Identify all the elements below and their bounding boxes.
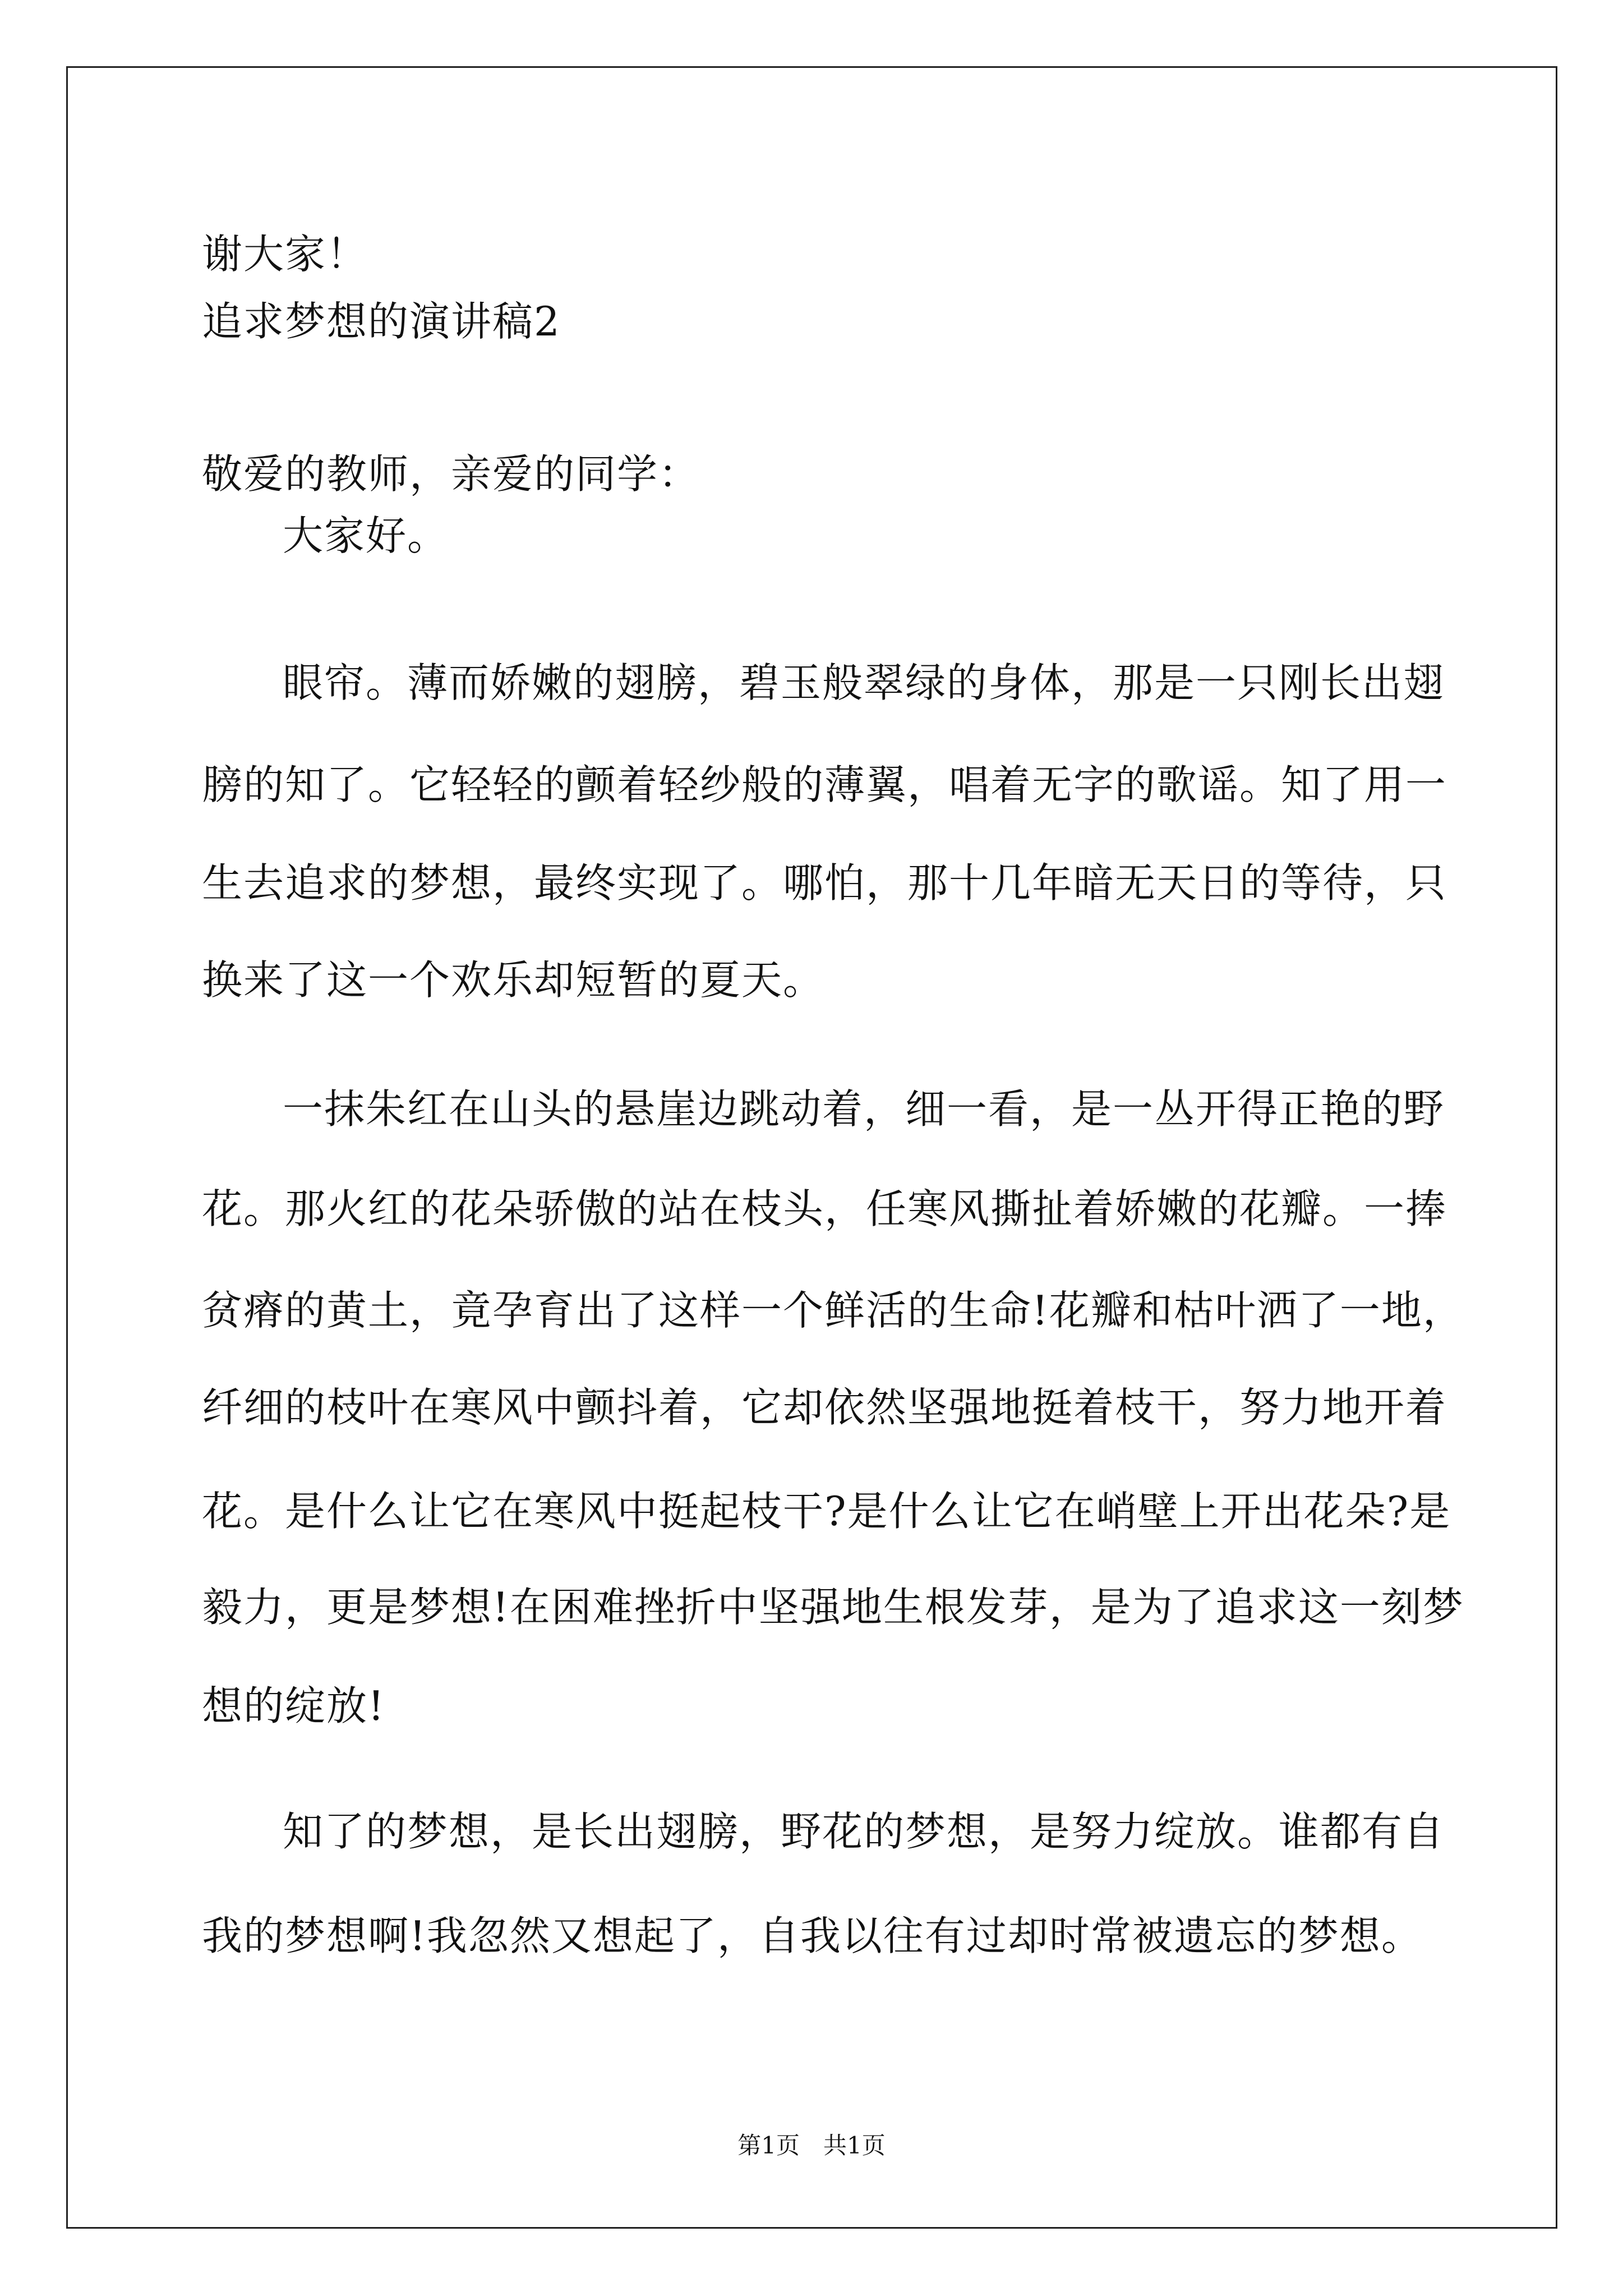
paragraph-line: 一抹朱红在山头的悬崖边跳动着，细一看，是一丛开得正艳的野	[283, 1085, 1445, 1133]
paragraph-line: 想的绽放!	[202, 1682, 385, 1729]
paragraph-line: 生去追求的梦想，最终实现了。哪怕，那十几年暗无天日的等待，只	[202, 859, 1447, 907]
closing-line: 谢大家！	[202, 231, 368, 278]
page-number-footer: 第1页 共1页	[737, 2132, 886, 2159]
paragraph-line: 眼帘。薄而娇嫩的翅膀，碧玉般翠绿的身体，那是一只刚长出翅	[283, 659, 1445, 706]
paragraph-line: 贫瘠的黄土，竟孕育出了这样一个鲜活的生命!花瓣和枯叶洒了一地，	[202, 1287, 1464, 1334]
paragraph-line: 知了的梦想，是长出翅膀，野花的梦想，是努力绽放。谁都有自	[283, 1808, 1445, 1855]
paragraph-line: 花。是什么让它在寒风中挺起枝干?是什么让它在峭壁上开出花朵?是	[202, 1488, 1451, 1535]
page-border	[66, 66, 1557, 2229]
greeting: 大家好。	[283, 512, 449, 559]
paragraph-line: 换来了这一个欢乐却短暂的夏天。	[202, 956, 825, 1004]
paragraph-line: 毅力，更是梦想!在困难挫折中坚强地生根发芽，是为了追求这一刻梦	[202, 1584, 1464, 1631]
paragraph-line: 我的梦想啊!我忽然又想起了，自我以往有过却时常被遗忘的梦想。	[202, 1912, 1423, 1959]
paragraph-line: 花。那火红的花朵骄傲的站在枝头，任寒风撕扯着娇嫩的花瓣。一捧	[202, 1185, 1447, 1232]
salutation: 敬爱的教师，亲爱的同学：	[202, 450, 700, 498]
paragraph-line: 纤细的枝叶在寒风中颤抖着，它却依然坚强地挺着枝干，努力地开着	[202, 1384, 1447, 1431]
paragraph-line: 膀的知了。它轻轻的颤着轻纱般的薄翼，唱着无字的歌谣。知了用一	[202, 761, 1447, 808]
speech-title: 追求梦想的演讲稿2	[202, 298, 561, 345]
